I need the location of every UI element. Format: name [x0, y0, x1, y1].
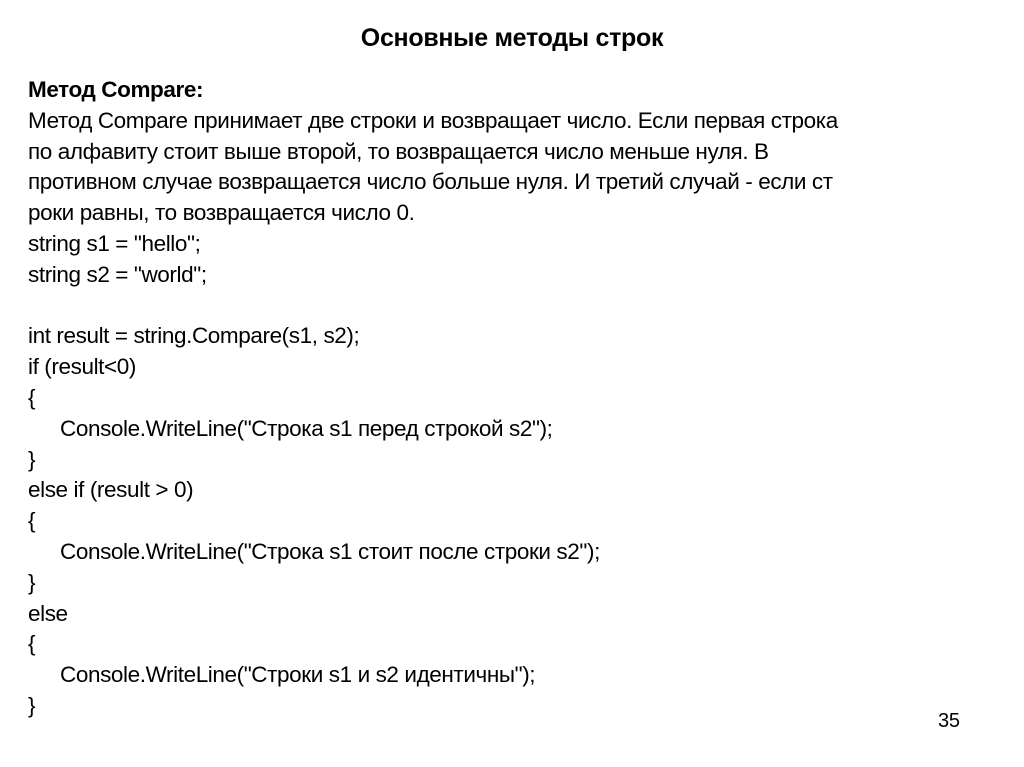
page-number: 35 [938, 710, 960, 732]
code-line: } [28, 692, 36, 718]
method-subheading: Метод Compare: [28, 77, 204, 102]
slide-title: Основные методы строк [360, 24, 664, 52]
code-line: int result = string.Compare(s1, s2); [28, 323, 360, 349]
description-line: Метод Compare принимает две строки и возвращает число. Если первая строка [28, 107, 838, 133]
code-line: { [28, 631, 36, 657]
code-example [28, 229, 1008, 722]
code-line: string s2 = "world"; [28, 261, 207, 287]
code-line: } [28, 569, 36, 595]
code-line: } [28, 446, 36, 472]
code-line-blank [28, 291, 1008, 322]
description-line: по алфавиту стоит выше второй, то возвращается число меньше нуля. В [28, 138, 769, 164]
code-line: string s1 = "hello"; [28, 230, 201, 256]
description-line: роки равны, то возвращается число 0. [28, 200, 415, 226]
code-line: else if (result > 0) [28, 477, 194, 503]
code-line: { [28, 384, 36, 410]
code-line: Console.WriteLine("Строка s1 перед строкой s2"); [60, 415, 553, 441]
method-description [28, 106, 1008, 229]
slide-content [28, 75, 1008, 722]
code-line: else [28, 600, 68, 626]
code-line: if (result<0) [28, 354, 136, 380]
code-line: Console.WriteLine("Строка s1 стоит после строки s2"); [60, 538, 600, 564]
code-line: Console.WriteLine("Строки s1 и s2 идентичны"); [60, 662, 536, 688]
code-line: { [28, 508, 36, 534]
description-line: противном случае возвращается число больше нуля. И третий случай - если ст [28, 169, 833, 195]
